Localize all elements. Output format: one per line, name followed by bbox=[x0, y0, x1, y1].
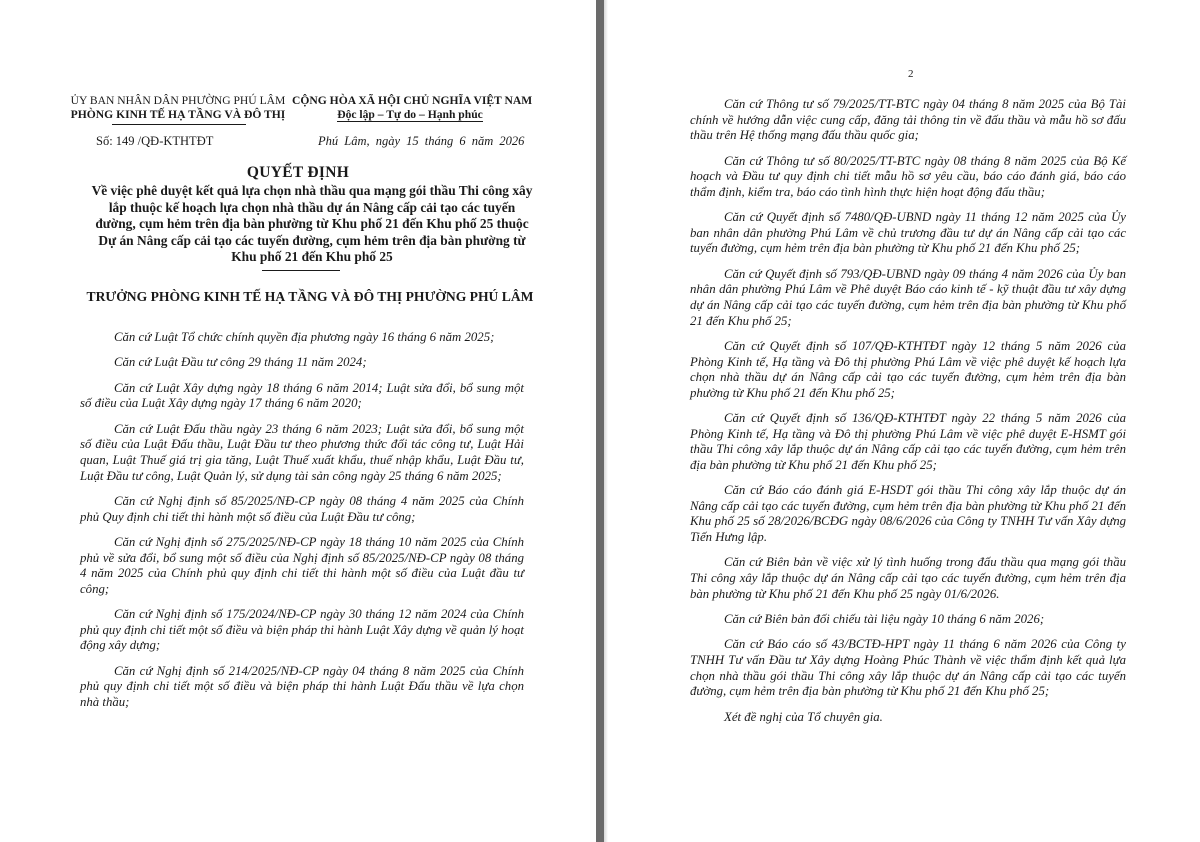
legal-basis-paragraph: Căn cứ Biên bản về việc xử lý tình huống trong đấu thầu qua mạng gói thầu Thi công xây lắp thuộc dự án Nâng cấp cải tạo các tuyến đường, cụm hẻm trên địa bàn phường từ Khu phố 21 đến Khu phố 25 ngày 01/6/2026. bbox=[690, 555, 1126, 601]
legal-basis-paragraph: Căn cứ Thông tư số 79/2025/TT-BTC ngày 04 tháng 8 năm 2025 của Bộ Tài chính về hướng dẫn việc cung cấp, đăng tải thông tin về đấu thầu và mẫu hồ sơ đấu thầu trên Hệ thống mạng đấu thầu quốc gia; bbox=[690, 97, 1126, 143]
legal-basis-paragraph: Căn cứ Biên bản đối chiếu tài liệu ngày 10 tháng 6 năm 2026; bbox=[724, 612, 1045, 626]
page-gap bbox=[596, 0, 604, 842]
document-date: Phú Lâm, ngày 15 tháng 6 năm 2026 bbox=[318, 134, 525, 148]
legal-basis-paragraph: Căn cứ Quyết định số 7480/QĐ-UBND ngày 11 tháng 12 năm 2025 của Ủy ban nhân dân phường Phú Lâm về chủ trương đầu tư dự án Nâng cấp cải tạo các tuyến đường, cụm hẻm trên địa bàn phường từ Khu phố 21 đến Khu phố 25; bbox=[690, 210, 1126, 256]
legal-basis-paragraph: Căn cứ Thông tư số 80/2025/TT-BTC ngày 08 tháng 8 năm 2025 của Bộ Kế hoạch và Đầu tư quy định chi tiết mẫu hồ sơ yêu cầu, báo cáo đánh giá, báo cáo thẩm định, kiểm tra, báo cáo tình hình thực hiện hoạt động đấu thầu; bbox=[690, 153, 1126, 199]
legal-basis-paragraph: Căn cứ Nghị định số 175/2024/NĐ-CP ngày 30 tháng 12 năm 2024 của Chính phủ quy định chi tiết một số điều và biện pháp thi hành Luật Xây dựng về quản lý hoạt động xây dựng; bbox=[80, 607, 524, 653]
legal-basis-paragraph: Căn cứ Quyết định số 107/QĐ-KTHTĐT ngày 12 tháng 5 năm 2026 của Phòng Kinh tế, Hạ tầng và Đô thị phường Phú Lâm về việc phê duyệt kế hoạch lựa chọn nhà thầu dự án Nâng cấp cải tạo các tuyến đường, cụm hẻm trên địa bàn phường từ Khu phố 21 đến Khu phố 25; bbox=[690, 338, 1126, 400]
page-number: 2 bbox=[908, 68, 914, 80]
nation-line-2: Độc lập – Tự do – Hạnh phúc bbox=[337, 108, 483, 121]
issuing-authority: TRƯỞNG PHÒNG KINH TẾ HẠ TẦNG VÀ ĐÔ THỊ PHƯỜNG PHÚ LÂM bbox=[86, 289, 534, 304]
agency-line-2: PHÒNG KINH TẾ HẠ TẦNG VÀ ĐÔ THỊ bbox=[70, 108, 286, 121]
title-underline bbox=[262, 270, 340, 271]
legal-basis-paragraph: Căn cứ Nghị định số 85/2025/NĐ-CP ngày 08 tháng 4 năm 2025 của Chính phủ Quy định chi tiết thi hành một số điều của Luật Đầu tư công; bbox=[80, 493, 524, 524]
national-motto bbox=[292, 94, 533, 122]
legal-basis-paragraph: Căn cứ Báo cáo số 43/BCTĐ-HPT ngày 11 tháng 6 năm 2026 của Công ty TNHH Tư vấn Đầu tư Xây dựng Hoàng Phúc Thành về việc thẩm định kết quả lựa chọn nhà thầu gói thầu Thi công xây lắp thuộc dự án Nâng cấp cải tạo các tuyến đường, cụm hẻm trên địa bàn phường từ Khu phố 21 đến Khu phố 25; bbox=[690, 637, 1126, 699]
scan-edge bbox=[604, 0, 608, 842]
legal-basis-paragraph: Căn cứ Nghị định số 275/2025/NĐ-CP ngày 18 tháng 10 năm 2025 của Chính phủ về sửa đổi, bổ sung một số điều của Nghị định số 85/2025/NĐ-CP ngày 08 tháng 4 năm 2025 của Chính phủ quy định chi tiết thi hành một số điều của Luật đầu tư công; bbox=[80, 534, 524, 596]
legal-basis-paragraph: Căn cứ Luật Xây dựng ngày 18 tháng 6 năm 2014; Luật sửa đổi, bổ sung một số điều của Luật Xây dựng ngày 17 tháng 6 năm 2020; bbox=[80, 380, 524, 411]
legal-basis-list-page-2 bbox=[690, 97, 1126, 735]
document-title: QUYẾT ĐỊNH bbox=[246, 164, 350, 181]
legal-basis-paragraph: Căn cứ Luật Tổ chức chính quyền địa phương ngày 16 tháng 6 năm 2025; bbox=[114, 330, 495, 344]
agency-underline bbox=[112, 124, 246, 125]
document-subject: Về việc phê duyệt kết quả lựa chọn nhà thầu qua mạng gói thầu Thi công xây lắp thuộc kế hoạch lựa chọn nhà thầu dự án Nâng cấp cải tạo các tuyến đường, cụm hẻm trên địa bàn phường từ Khu phố 21 đến Khu phố 25 thuộc Dự án Nâng cấp cải tạo các tuyến đường, cụm hẻm trên địa bàn phường từ Khu phố 21 đến Khu phố 25 bbox=[91, 183, 533, 265]
legal-basis-paragraph: Căn cứ Luật Đầu tư công 29 tháng 11 năm 2024; bbox=[114, 355, 367, 370]
document-page-1 bbox=[0, 0, 596, 842]
legal-basis-paragraph: Căn cứ Nghị định số 214/2025/NĐ-CP ngày 04 tháng 8 năm 2025 của Chính phủ quy định chi tiết một số điều và biện pháp thi hành Luật Đấu thầu về lựa chọn nhà thầu; bbox=[80, 663, 524, 709]
legal-basis-paragraph: Căn cứ Luật Đấu thầu ngày 23 tháng 6 năm 2023; Luật sửa đổi, bổ sung một số điều của Luật Đấu thầu, Luật Đầu tư theo phương thức đối tác công tư, Luật Hải quan, Luật Thuế giá trị gia tăng, Luật Thuế xuất khẩu, thuế nhập khẩu, Luật Đầu tư, Luật Đầu tư công, Luật Quản lý, sử dụng tài sản công ngày 25 tháng 6 năm 2025; bbox=[80, 421, 524, 483]
agency-line-1: ỦY BAN NHÂN DÂN PHƯỜNG PHÚ LÂM bbox=[70, 94, 286, 107]
legal-basis-paragraph: Xét đề nghị của Tổ chuyên gia. bbox=[724, 709, 883, 724]
legal-basis-paragraph: Căn cứ Quyết định số 136/QĐ-KTHTĐT ngày 22 tháng 5 năm 2026 của Phòng Kinh tế, Hạ tầng và Đô thị phường Phú Lâm về việc phê duyệt E-HSMT gói thầu Thi công xây lắp thuộc dự án Nâng cấp cải tạo các tuyến đường, cụm hẻm trên địa bàn phường từ Khu phố 21 đến Khu phố 25; bbox=[690, 411, 1126, 472]
legal-basis-paragraph: Căn cứ Quyết định số 793/QĐ-UBND ngày 09 tháng 4 năm 2026 của Ủy ban nhân dân phường Phú Lâm về Phê duyệt Báo cáo kinh tế - kỹ thuật đầu tư xây dựng dự án Nâng cấp cải tạo các tuyến đường, cụm hẻm trên địa bàn phường từ Khu phố 21 đến Khu phố 25; bbox=[690, 266, 1126, 328]
nation-line-1: CỘNG HÒA XÃ HỘI CHỦ NGHĨA VIỆT NAM bbox=[292, 94, 533, 107]
legal-basis-paragraph: Căn cứ Báo cáo đánh giá E-HSDT gói thầu Thi công xây lắp thuộc dự án Nâng cấp cải tạo các tuyến đường, cụm hẻm trên địa bàn phường từ Khu phố 21 đến Khu phố 25 số 28/2026/BCĐG ngày 08/6/2026 của Công ty TNHH Tư vấn Xây dựng Tiến Hưng lập. bbox=[690, 483, 1126, 545]
legal-basis-list-page-1 bbox=[80, 330, 524, 720]
issuing-agency bbox=[64, 94, 292, 122]
document-number: Số: 149 /QĐ-KTHTĐT bbox=[96, 134, 214, 148]
